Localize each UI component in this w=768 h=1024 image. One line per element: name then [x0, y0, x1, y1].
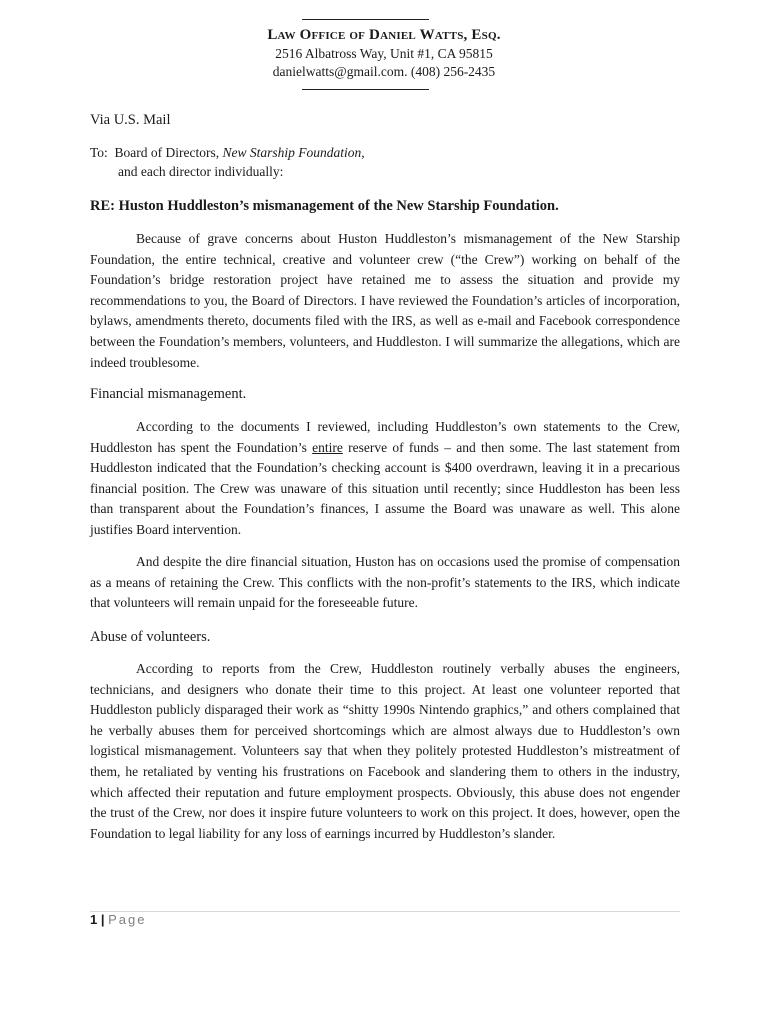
intro-text: Because of grave concerns about Huston Huddleston’s mismanagement of the New Starship Foundation, the entire technical, creative and volunteer crew (“the Crew”) working on behalf of the Foundation’s bridge restoration project have retained me to assess the situation and provide my recommendations to you, the Board of Directors. I have reviewed the Foundation’s articles of incorporation, bylaws, amendments thereto, documents filed with the IRS, as well as e-mail and Facebook correspondence between the Foundation’s members, volunteers, and Huddleston. I will summarize the allegations, which are indeed troublesome. [90, 231, 680, 370]
letterhead-top-rule [302, 19, 429, 20]
financial-p1-underlined: entire [312, 439, 343, 455]
page-footer [90, 912, 147, 927]
addressee-suffix: , [361, 145, 365, 160]
footer-rule [90, 911, 680, 912]
delivery-method: Via U.S. Mail [90, 112, 171, 128]
addressee-org: New Starship Foundation [222, 145, 362, 160]
intro-paragraph [90, 229, 680, 373]
section-heading-financial: Financial mismanagement. [90, 386, 247, 402]
abuse-p1-text: According to reports from the Crew, Huddleston routinely verbally abuses the engineers, technicians, and designers who donate their time to this project. At least one volunteer reported that Huddleston publicly disparaged their work as “shitty 1990s Nintendo graphics,” and others complained that he verbally abuses them for perceived shortcomings which are almost always due to Huddleston’s own logistical mismanagement. Volunteers say that when they politely protested Huddleston’s mistreatment of them, he retaliated by venting his frustrations on Facebook and slandering them to others in the industry, which affected their reputation and future employment prospects. Obviously, this abuse does not engender the trust of the Crew, nor does it inspire future volunteers to work on this project. It does, however, open the Foundation to legal liability for any loss of earnings incurred by Huddleston’s slander. [90, 661, 680, 841]
financial-paragraph-2 [90, 552, 680, 614]
financial-p1-start: According to the documents I reviewed, including Huddleston’s own statements to the Crew, Huddleston has spent the Foundation’s [90, 419, 680, 455]
letterhead-address: 2516 Albatross Way, Unit #1, CA 95815 [275, 46, 493, 61]
section-heading-abuse: Abuse of volunteers. [90, 629, 211, 645]
financial-p1-end: reserve of funds – and then some. The last statement from Huddleston indicated that the Foundation’s checking account is $400 overdrawn, leaving it in a precarious financial position. The Crew was unaware of this situation until recently; since Huddleston has been less than transparent about the Foundation’s finances, I assume the Board was unaware as well. This alone justifies Board intervention. [90, 439, 680, 537]
financial-p2-text: And despite the dire financial situation, Huston has on occasions used the promise of compensation as a means of retaining the Crew. This conflicts with the non-profit’s statements to the IRS, which indicate that volunteers will remain unpaid for the foreseeable future. [90, 554, 680, 611]
subject-line: RE: Huston Huddleston’s mismanagement of the New Starship Foundation. [90, 198, 559, 214]
addressee-line-2: and each director individually: [118, 163, 284, 179]
letterhead-name: Law Office of Daniel Watts, Esq. [267, 27, 501, 43]
financial-paragraph-1 [90, 417, 680, 541]
addressee-line-1 [90, 143, 680, 164]
letterhead-contact: danielwatts@gmail.com. (408) 256-2435 [272, 64, 496, 79]
page-separator: | [100, 912, 105, 927]
page-word: Page [108, 912, 147, 927]
letterhead-bottom-rule [302, 89, 429, 90]
abuse-paragraph-1 [90, 659, 680, 844]
addressee [90, 143, 680, 182]
addressee-prefix: To: Board of Directors, [90, 145, 223, 160]
page-number: 1 [90, 912, 98, 927]
